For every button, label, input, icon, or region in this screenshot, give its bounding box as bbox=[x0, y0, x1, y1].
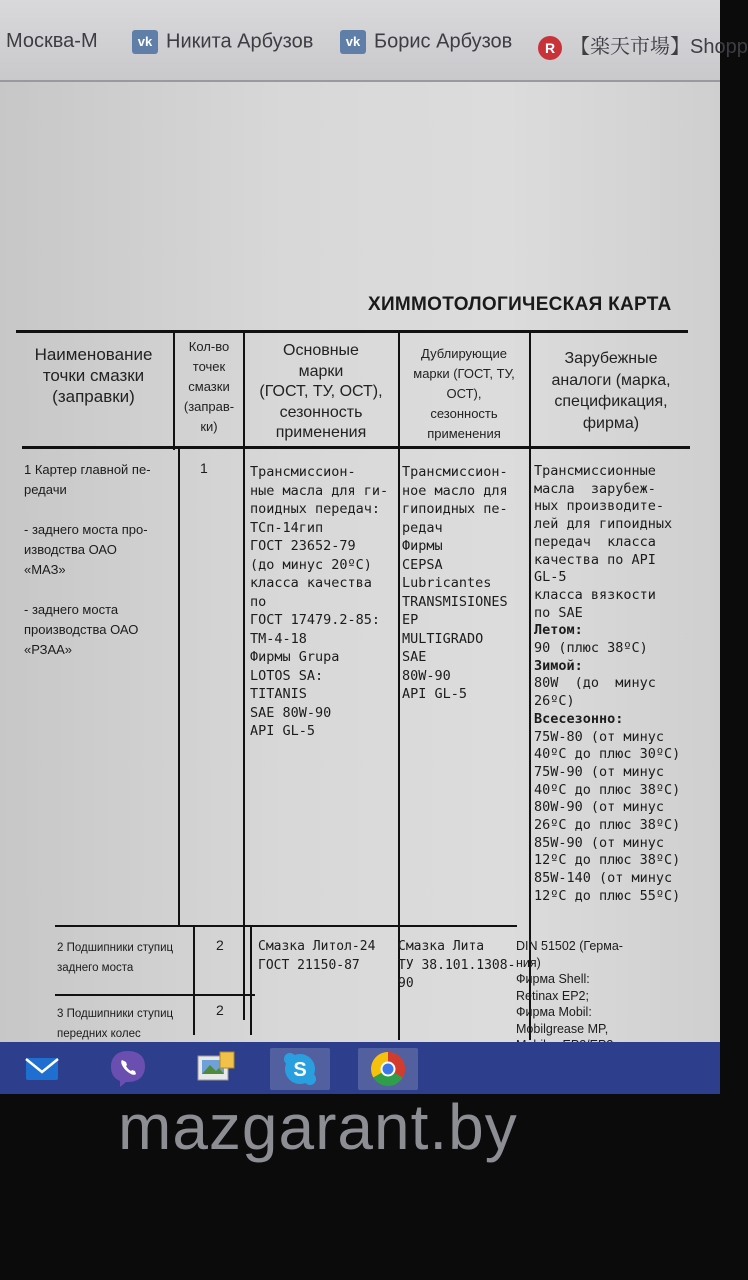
header-foreign bbox=[532, 348, 690, 434]
header-line: Кол-во bbox=[188, 339, 230, 354]
season-heading: Всесезонно: bbox=[534, 710, 624, 727]
cell-line: SAE 80W-90 bbox=[250, 704, 332, 721]
cell-line bbox=[24, 500, 176, 520]
cell-line: 80W-90 bbox=[402, 667, 451, 684]
cell-line: редачи bbox=[24, 482, 67, 497]
header-line: сезонность bbox=[279, 403, 363, 421]
taskbar bbox=[0, 1042, 720, 1094]
cell-line: по SAE bbox=[534, 604, 583, 621]
cell-line: Фирма Shell: bbox=[516, 972, 590, 986]
cell-line: Трансмиссион- bbox=[250, 464, 356, 480]
cell-line: гипоидных пе- bbox=[402, 501, 508, 517]
bookmark-boris[interactable] bbox=[340, 30, 512, 54]
vk-icon: vk bbox=[340, 30, 366, 54]
header-line: спецификация, bbox=[554, 393, 668, 410]
header-line: (ГОСТ, ТУ, ОСТ), bbox=[259, 383, 383, 400]
bookmark-moskva[interactable] bbox=[6, 30, 98, 53]
cell-line: передач класса bbox=[534, 533, 656, 550]
cell-line: производства ОАО bbox=[24, 622, 139, 637]
cell-line: качества по API bbox=[534, 551, 656, 568]
cell-line: по bbox=[250, 593, 267, 610]
header-bottom-border bbox=[22, 446, 690, 449]
season-heading: Летом: bbox=[534, 622, 583, 639]
cell-line bbox=[24, 580, 176, 600]
row1-bottom-border bbox=[55, 925, 517, 927]
cell-line: 85W-140 (от минус bbox=[534, 870, 673, 887]
cell-line: DIN 51502 (Герма- bbox=[516, 939, 623, 953]
cell-line: Фирмы Grupa bbox=[250, 649, 340, 665]
cell-line: 85W-90 (от минус bbox=[534, 834, 665, 851]
cell-line: TRANSMISIONES bbox=[402, 593, 508, 610]
bookmarks-bar bbox=[0, 0, 748, 82]
header-dup-brands bbox=[400, 344, 528, 444]
cell-line: - заднего моста про- bbox=[24, 522, 148, 537]
bookmark-label: Никита Арбузов bbox=[166, 30, 314, 53]
row2-point-name bbox=[57, 938, 193, 978]
cell-line: CEPSA bbox=[402, 556, 443, 573]
cell-line: 80W (до минус bbox=[534, 675, 656, 692]
header-line: точки смазки bbox=[42, 366, 145, 385]
cell-line: LOTOS SA: bbox=[250, 667, 324, 684]
row2-count: 2 bbox=[216, 937, 224, 953]
cell-line: 12ºС до плюс 55ºС) bbox=[534, 887, 681, 904]
cell-line: 40ºС до плюс 30ºС) bbox=[534, 746, 681, 763]
header-divider-1 bbox=[173, 330, 175, 450]
photos-icon bbox=[194, 1048, 238, 1088]
cell-line: ния) bbox=[516, 955, 541, 970]
header-line: Основные bbox=[283, 342, 359, 359]
bookmark-label: Борис Арбузов bbox=[374, 30, 513, 53]
header-line: марки bbox=[298, 362, 344, 380]
cell-line: ТСп-14гип bbox=[250, 519, 324, 536]
row1-point-name bbox=[24, 460, 176, 660]
header-line: (заправ- bbox=[183, 399, 235, 414]
row2-dup-brands bbox=[398, 938, 528, 994]
cell-line: Смазка Лита bbox=[398, 939, 485, 954]
col-divider-4 bbox=[529, 330, 531, 1040]
cell-line: EP bbox=[402, 612, 419, 628]
cell-line: 75W-80 (от минус bbox=[534, 728, 665, 745]
bookmark-label: 【楽天市場】Shopp bbox=[570, 36, 748, 58]
row1-main-brands bbox=[250, 463, 396, 741]
cell-line: класса вязкости bbox=[534, 586, 656, 603]
season-heading: Зимой: bbox=[534, 657, 583, 674]
cell-line: 90 (плюс 38ºС) bbox=[534, 640, 648, 657]
cell-line: 26ºС до плюс 38ºС) bbox=[534, 817, 681, 834]
rakuten-icon: R bbox=[538, 36, 562, 60]
cell-line: Фирма Mobil: bbox=[516, 1005, 592, 1019]
cell-line: 90 bbox=[398, 976, 414, 991]
cell-line: MULTIGRADO bbox=[402, 630, 484, 647]
header-line: марки (ГОСТ, ТУ, bbox=[413, 366, 515, 381]
document-title: ХИММОТОЛОГИЧЕСКАЯ КАРТА bbox=[368, 294, 672, 315]
row1-dup-brands bbox=[402, 463, 528, 704]
table-top-border bbox=[16, 330, 688, 333]
header-line: аналоги (марка, bbox=[551, 371, 671, 389]
cell-line: API GL-5 bbox=[250, 723, 316, 739]
cell-line: SAE bbox=[402, 649, 427, 665]
header-line: смазки bbox=[188, 379, 230, 394]
cell-line: класса качества bbox=[250, 575, 372, 591]
cell-line: ТМ-4-18 bbox=[250, 630, 307, 647]
cell-line: Mobilgrease MP, bbox=[516, 1021, 609, 1036]
row3-point-name bbox=[57, 1004, 193, 1044]
skype-icon bbox=[279, 1048, 321, 1090]
cell-line: Трансмиссионные bbox=[534, 463, 656, 479]
taskbar-skype[interactable] bbox=[270, 1048, 330, 1090]
col-divider-2-lower bbox=[250, 925, 252, 1035]
cell-line: передних колес bbox=[57, 1028, 141, 1040]
header-line: Наименование bbox=[34, 345, 153, 364]
vk-icon: vk bbox=[132, 30, 158, 54]
cell-line: редач bbox=[402, 519, 443, 536]
taskbar-mail[interactable] bbox=[12, 1048, 72, 1090]
bookmark-label: Москва-М bbox=[6, 30, 98, 52]
cell-line: 12ºС до плюс 38ºС) bbox=[534, 852, 681, 869]
cell-line: 3 Подшипники ступиц bbox=[57, 1008, 174, 1020]
col-divider-1-lower bbox=[193, 925, 195, 1035]
cell-line: ных производите- bbox=[534, 498, 665, 515]
header-line: точек bbox=[192, 359, 226, 374]
header-line: ОСТ), bbox=[446, 386, 482, 401]
cell-line: Фирмы bbox=[402, 538, 443, 554]
cell-line: Трансмиссион- bbox=[402, 464, 508, 480]
cell-line: 75W-90 (от минус bbox=[534, 763, 665, 780]
header-line: (заправки) bbox=[52, 387, 135, 406]
cell-line: API GL-5 bbox=[402, 686, 468, 702]
cell-line: TITANIS bbox=[250, 686, 307, 702]
cell-line: лей для гипоидных bbox=[534, 516, 673, 533]
cell-line: заднего моста bbox=[57, 962, 134, 974]
cell-line: ТУ 38.101.1308- bbox=[398, 957, 516, 973]
mail-icon bbox=[22, 1048, 62, 1088]
cell-line: - заднего моста bbox=[24, 602, 119, 617]
cell-line: 2 Подшипники ступиц bbox=[57, 942, 174, 954]
cell-line: (до минус 20ºС) bbox=[250, 556, 372, 573]
taskbar-chrome[interactable] bbox=[358, 1048, 418, 1090]
header-point-name bbox=[16, 344, 171, 407]
row3-count: 2 bbox=[216, 1002, 224, 1018]
header-line: Зарубежные bbox=[564, 350, 658, 367]
header-line: фирма) bbox=[582, 414, 640, 432]
header-line: применения bbox=[427, 426, 501, 441]
bookmark-nikita[interactable] bbox=[132, 30, 313, 54]
cell-line: поидных передач: bbox=[250, 501, 381, 517]
cell-line: ное масло для bbox=[402, 482, 508, 499]
document-page bbox=[0, 82, 720, 1042]
col-divider-1-upper bbox=[178, 446, 180, 926]
cell-line: Смазка Литол-24 bbox=[258, 939, 376, 954]
header-line: сезонность bbox=[430, 406, 498, 421]
header-count bbox=[176, 337, 242, 437]
cell-line: ГОСТ 17479.2-85: bbox=[250, 612, 381, 628]
cell-line: масла зарубеж- bbox=[534, 480, 656, 497]
chrome-icon bbox=[367, 1048, 409, 1090]
header-line: Дублирующие bbox=[421, 346, 507, 361]
row1-count: 1 bbox=[200, 460, 208, 476]
cell-line: GL-5 bbox=[534, 569, 567, 586]
row2-main-brands bbox=[258, 938, 396, 975]
cell-line: ГОСТ 21150-87 bbox=[258, 957, 360, 973]
cell-line: Lubricantes bbox=[402, 575, 492, 591]
cell-line: «МАЗ» bbox=[24, 562, 66, 577]
cell-line: изводства ОАО bbox=[24, 542, 117, 557]
cell-line: ные масла для ги- bbox=[250, 482, 389, 499]
cell-line: 40ºС до плюс 38ºС) bbox=[534, 781, 681, 798]
svg-text:S: S bbox=[293, 1059, 307, 1081]
cell-line: ГОСТ 23652-79 bbox=[250, 538, 356, 554]
viber-icon bbox=[107, 1048, 149, 1090]
cell-line: «РЗАА» bbox=[24, 642, 73, 657]
header-main-brands bbox=[245, 341, 397, 444]
row2-bottom-border bbox=[55, 994, 255, 996]
cell-line: Retinax EP2; bbox=[516, 988, 589, 1003]
taskbar-photos[interactable] bbox=[186, 1048, 246, 1090]
taskbar-viber[interactable] bbox=[98, 1048, 158, 1090]
header-line: применения bbox=[275, 424, 367, 441]
bookmark-rakuten[interactable] bbox=[538, 30, 748, 60]
watermark: mazgarant.by bbox=[118, 1091, 518, 1163]
cell-line: 80W-90 (от минус bbox=[534, 799, 665, 816]
row2-foreign-analogs bbox=[516, 938, 706, 1054]
cell-line: 1 Картер главной пе- bbox=[24, 462, 151, 477]
cell-line: 26ºС) bbox=[534, 693, 575, 710]
header-line: ки) bbox=[200, 419, 218, 434]
row1-foreign-analogs bbox=[534, 463, 694, 906]
